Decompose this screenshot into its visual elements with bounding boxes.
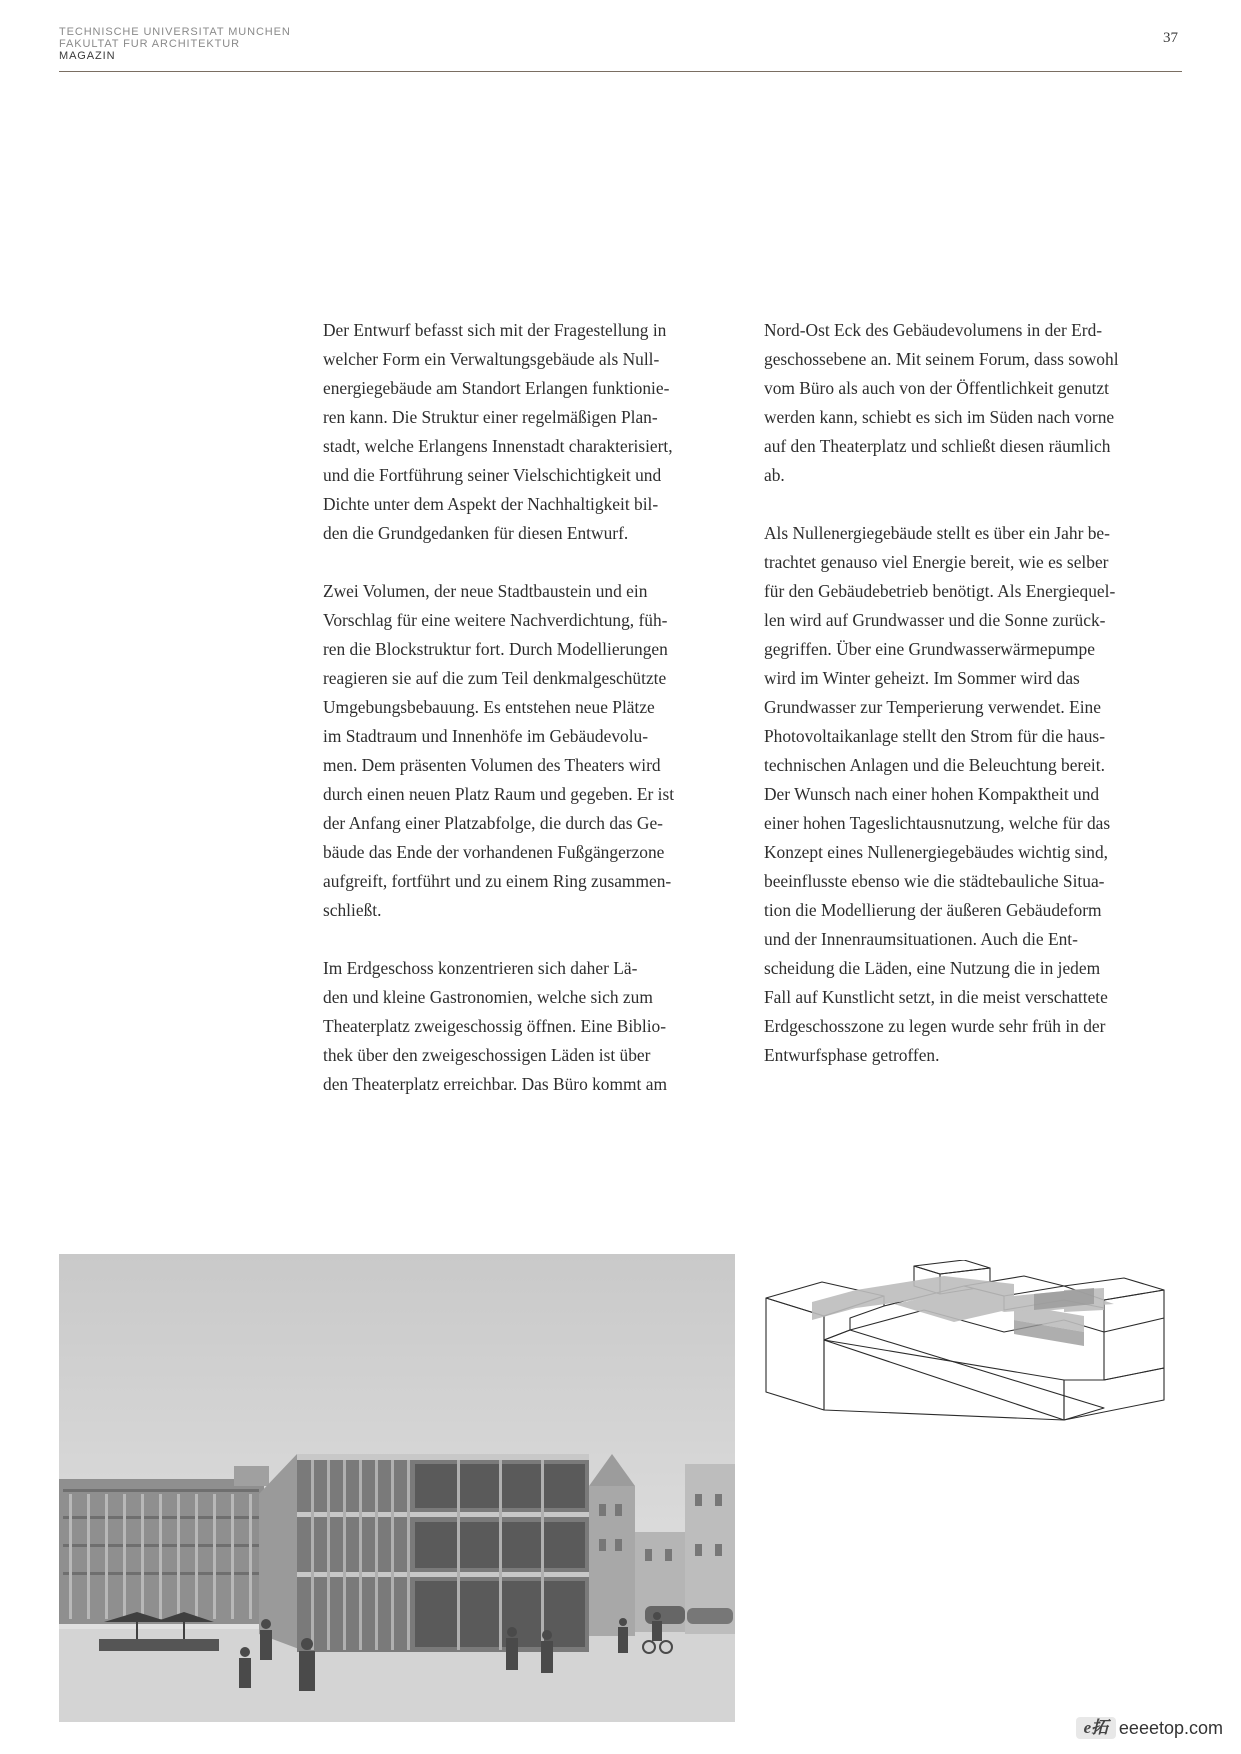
text-line: Photovoltaikanlage stellt den Strom für die haus- — [764, 726, 1105, 746]
paragraph-gap — [323, 925, 743, 954]
text-line: durch einen neuen Platz Raum und gegeben. Er ist — [323, 784, 675, 804]
header-university: TECHNISCHE UNIVERSITAT MUNCHEN — [59, 26, 291, 38]
text-line: den die Grundgedanken für diesen Entwurf. — [323, 523, 629, 543]
text-line: für den Gebäudebetrieb benötigt. Als Energiequel- — [764, 581, 1116, 601]
text-line: Theaterplatz zweigeschossig öffnen. Eine Biblio- — [323, 1016, 667, 1036]
text-line: Konzept eines Nullenergiegebäudes wichtig sind, — [764, 842, 1109, 862]
text-line: den Theaterplatz erreichbar. Das Büro kommt am — [323, 1074, 667, 1094]
page-header — [59, 26, 1182, 72]
text-line: der Anfang einer Platzabfolge, die durch das Ge- — [323, 813, 663, 833]
text-line: Nord-Ost Eck des Gebäudevolumens in der Erd- — [764, 320, 1103, 340]
text-line: Im Erdgeschoss konzentrieren sich daher Lä- — [323, 958, 638, 978]
text-line: einer hohen Tageslichtausnutzung, welche für das — [764, 813, 1111, 833]
building-rendering-photo — [59, 1254, 735, 1722]
text-line: men. Dem präsenten Volumen des Theaters wird — [323, 755, 661, 775]
text-line: ren kann. Die Struktur einer regelmäßigen Plan- — [323, 407, 658, 427]
text-line: Umgebungsbebauung. Es entstehen neue Plätze — [323, 697, 655, 717]
paragraph — [764, 519, 1184, 1070]
watermark — [1076, 1716, 1223, 1740]
paragraph — [323, 577, 743, 925]
paragraph — [764, 316, 1184, 490]
text-line: wird im Winter geheizt. Im Sommer wird das — [764, 668, 1080, 688]
paragraph-gap — [323, 548, 743, 577]
text-line: Fall auf Kunstlicht setzt, in die meist verschattete — [764, 987, 1108, 1007]
text-line: Der Wunsch nach einer hohen Kompaktheit und — [764, 784, 1100, 804]
text-line: auf den Theaterplatz und schließt diesen räumlich — [764, 436, 1111, 456]
text-line: Dichte unter dem Aspekt der Nachhaltigkeit bil- — [323, 494, 659, 514]
paragraph-gap — [764, 490, 1184, 519]
text-line: scheidung die Läden, eine Nutzung die in jedem — [764, 958, 1101, 978]
text-column-left — [323, 316, 743, 1099]
text-line: im Stadtraum und Innenhöfe im Gebäudevolu- — [323, 726, 649, 746]
text-line: ren die Blockstruktur fort. Durch Modellierungen — [323, 639, 668, 659]
text-line: Als Nullenergiegebäude stellt es über ein Jahr be- — [764, 523, 1110, 543]
text-line: ab. — [764, 465, 785, 485]
text-line: Grundwasser zur Temperierung verwendet. Eine — [764, 697, 1101, 717]
watermark-text: eeeetop.com — [1118, 1717, 1223, 1738]
text-line: Entwurfsphase getroffen. — [764, 1045, 940, 1065]
text-line: aufgreift, fortführt und zu einem Ring zusammen- — [323, 871, 672, 891]
page-number: 37 — [1163, 30, 1178, 46]
text-line: reagieren sie auf die zum Teil denkmalgeschützte — [323, 668, 667, 688]
paragraph — [323, 954, 743, 1099]
text-line: tion die Modellierung der äußeren Gebäudeform — [764, 900, 1102, 920]
header-faculty: FAKULTAT FUR ARCHITEKTUR — [59, 38, 240, 50]
text-line: und die Fortführung seiner Vielschichtigkeit und — [323, 465, 662, 485]
paragraph — [323, 316, 743, 548]
text-line: Vorschlag für eine weitere Nachverdichtung, füh- — [323, 610, 668, 630]
axonometric-diagram — [764, 1260, 1184, 1430]
text-line: welcher Form ein Verwaltungsgebäude als Null- — [323, 349, 660, 369]
text-line: gegriffen. Über eine Grundwasserwärmepumpe — [764, 639, 1095, 659]
text-line: stadt, welche Erlangens Innenstadt charakterisiert, — [323, 436, 673, 456]
header-section: MAGAZIN — [59, 50, 116, 62]
text-line: bäude das Ende der vorhandenen Fußgängerzone — [323, 842, 665, 862]
text-line: technischen Anlagen und die Beleuchtung bereit. — [764, 755, 1105, 775]
text-line: Erdgeschosszone zu legen wurde sehr früh in der — [764, 1016, 1106, 1036]
text-line: Der Entwurf befasst sich mit der Fragestellung in — [323, 320, 667, 340]
text-line: beeinflusste ebenso wie die städtebauliche Situa- — [764, 871, 1105, 891]
watermark-logo: e拓 — [1076, 1717, 1116, 1739]
text-line: und der Innenraumsituationen. Auch die Ent- — [764, 929, 1078, 949]
text-line: schließt. — [323, 900, 382, 920]
text-line: werden kann, schiebt es sich im Süden nach vorne — [764, 407, 1115, 427]
text-line: geschossebene an. Mit seinem Forum, dass sowohl — [764, 349, 1119, 369]
text-line: trachtet genauso viel Energie bereit, wie es selber — [764, 552, 1109, 572]
text-line: energiegebäude am Standort Erlangen funktionie- — [323, 378, 670, 398]
text-line: len wird auf Grundwasser und die Sonne zurück- — [764, 610, 1106, 630]
text-line: den und kleine Gastronomien, welche sich zum — [323, 987, 653, 1007]
text-column-right — [764, 316, 1184, 1070]
text-line: Zwei Volumen, der neue Stadtbaustein und ein — [323, 581, 648, 601]
text-line: thek über den zweigeschossigen Läden ist über — [323, 1045, 651, 1065]
text-line: vom Büro als auch von der Öffentlichkeit genutzt — [764, 378, 1109, 398]
